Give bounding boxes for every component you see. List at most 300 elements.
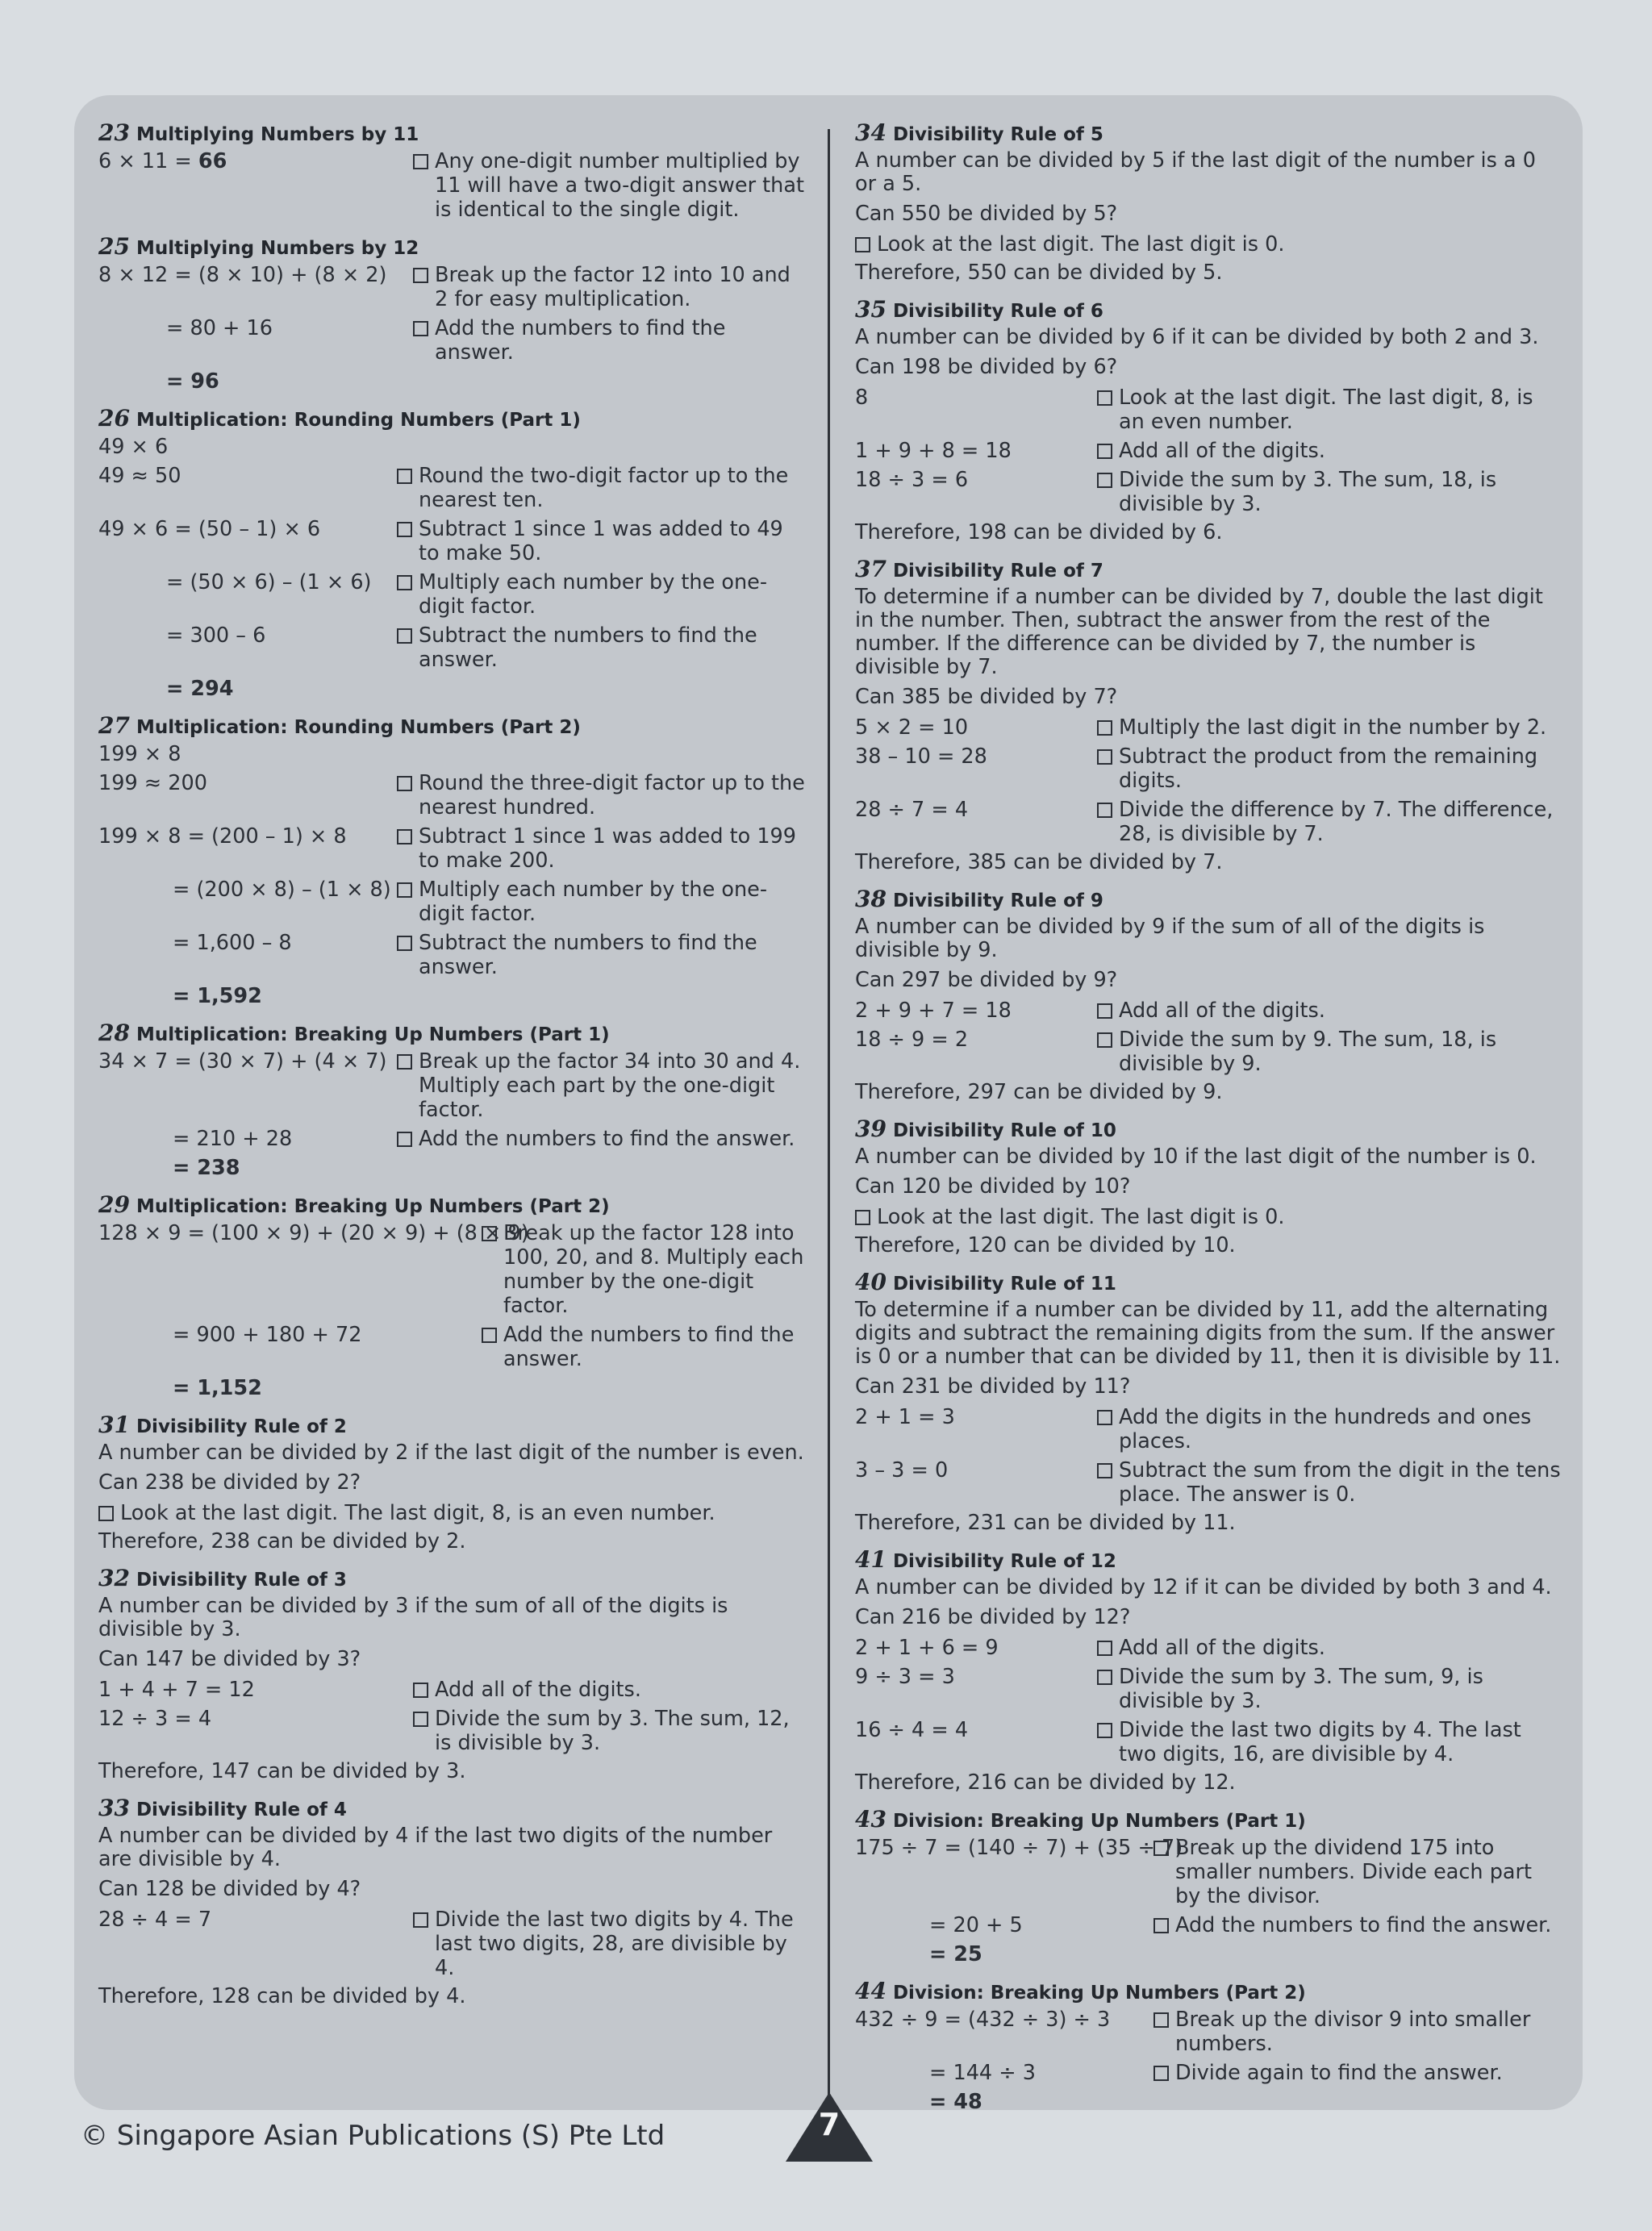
equation-text: = 210 + 28 — [173, 1127, 293, 1151]
step-note-text: Divide again to find the answer. — [1175, 2061, 1503, 2085]
equation-text: 49 × 6 = (50 – 1) × 6 — [98, 517, 321, 541]
step-row — [98, 1678, 808, 1702]
step-note-text: Divide the difference by 7. The difference, 28, is divisible by 7. — [1119, 798, 1554, 846]
equation — [98, 263, 413, 311]
step-row — [855, 2008, 1562, 2056]
equation — [855, 999, 1097, 1023]
step-note — [1097, 1458, 1562, 1507]
section-title: Divisibility Rule of 4 — [136, 1799, 347, 1820]
step-note-text: Multiply the last digit in the number by 2. — [1119, 715, 1547, 740]
section-39 — [855, 1116, 1562, 1257]
question-text: Can 120 be divided by 10? — [855, 1174, 1131, 1199]
equation — [855, 1836, 1183, 1908]
equation-text: = 80 + 16 — [166, 316, 273, 340]
section-title: Divisibility Rule of 2 — [136, 1416, 347, 1437]
question-text: Can 128 be divided by 4? — [98, 1877, 361, 1901]
step-note — [482, 1323, 808, 1371]
equation-text: = 20 + 5 — [929, 1913, 1023, 1937]
equation-text: 199 × 8 = (200 – 1) × 8 — [98, 824, 347, 849]
section-number: 39 — [855, 1116, 886, 1142]
equation-answer: = 1,152 — [173, 1376, 262, 1400]
checkbox-icon — [1097, 1410, 1112, 1425]
section-title: Divisibility Rule of 9 — [892, 890, 1103, 911]
section-number: 34 — [855, 119, 886, 146]
step-note — [397, 771, 808, 819]
equation-text: 12 ÷ 3 = 4 — [98, 1707, 212, 1731]
section-heading — [855, 1116, 1562, 1142]
step-note — [1097, 468, 1562, 516]
step-row — [98, 878, 808, 926]
step-note-text: Add the numbers to find the answer. — [419, 1127, 795, 1151]
section-heading — [98, 1412, 808, 1438]
checkbox-icon — [397, 1054, 412, 1070]
step-row — [98, 771, 808, 819]
section-heading — [855, 296, 1562, 323]
step-row — [98, 517, 808, 565]
checkbox-icon — [413, 154, 428, 169]
step-note-text: Break up the dividend 175 into smaller numbers. Divide each part by the divisor. — [1175, 1836, 1532, 1908]
equation-text: 16 ÷ 4 = 4 — [855, 1718, 969, 1742]
rule-text: A number can be divided by 12 if it can be divided by both 3 and 4. — [855, 1575, 1552, 1599]
conclusion-text: Therefore, 385 can be divided by 7. — [855, 850, 1223, 874]
equation — [98, 984, 397, 1008]
equation-text: 28 ÷ 4 = 7 — [98, 1908, 212, 1932]
section-23 — [98, 119, 808, 222]
checkbox-icon — [482, 1328, 497, 1343]
step-note — [1097, 1665, 1562, 1713]
section-title: Division: Breaking Up Numbers (Part 2) — [892, 1983, 1306, 2004]
equation-answer: = 96 — [166, 369, 219, 394]
checkbox-icon — [1097, 749, 1112, 765]
equation-text: = 300 – 6 — [166, 623, 266, 648]
question-text: Can 231 be divided by 11? — [855, 1374, 1131, 1399]
equation — [98, 1127, 397, 1151]
step-row — [98, 464, 808, 512]
step-row — [98, 1908, 808, 1980]
equation-text: 28 ÷ 7 = 4 — [855, 798, 969, 822]
checkbox-icon — [413, 321, 428, 336]
section-number: 38 — [855, 886, 886, 912]
checkbox-icon — [482, 1226, 497, 1241]
step-note-text: Add all of the digits. — [1119, 1636, 1325, 1660]
equation — [98, 517, 397, 565]
section-title: Multiplying Numbers by 11 — [136, 124, 419, 145]
section-heading — [855, 1978, 1562, 2004]
step-row — [855, 1913, 1562, 1937]
step-row — [855, 2090, 1562, 2114]
step-row — [98, 570, 808, 619]
equation-answer: = 48 — [929, 2090, 982, 2114]
checkbox-icon — [413, 1912, 428, 1928]
equation — [98, 1221, 529, 1318]
section-heading — [98, 233, 808, 260]
section-heading — [98, 1020, 808, 1046]
conclusion-text: Therefore, 550 can be divided by 5. — [855, 261, 1223, 285]
page-number-badge — [786, 2092, 873, 2162]
step-row — [855, 1836, 1562, 1908]
step-note-text: Divide the last two digits by 4. The last two digits, 28, are divisible by 4. — [435, 1908, 794, 1980]
equation-text: 6 × 11 = — [98, 149, 198, 173]
step-row — [855, 232, 1562, 256]
rule-text: A number can be divided by 10 if the last digit of the number is 0. — [855, 1145, 1537, 1169]
step-note-text: Look at the last digit. The last digit, 8, is an even number. — [120, 1501, 715, 1525]
step-row — [98, 623, 808, 672]
step-row — [855, 1405, 1562, 1453]
section-number: 31 — [98, 1412, 130, 1438]
conclusion-text: Therefore, 198 can be divided by 6. — [855, 520, 1223, 544]
checkbox-icon — [1097, 720, 1112, 736]
step-note — [1097, 1718, 1562, 1766]
section-heading — [98, 1565, 808, 1591]
equation-text: = (200 × 8) – (1 × 8) — [173, 878, 391, 902]
equation — [98, 1156, 397, 1180]
step-row — [855, 1636, 1562, 1660]
section-title: Divisibility Rule of 6 — [892, 301, 1103, 322]
step-note — [1097, 1636, 1562, 1660]
step-note-text: Add all of the digits. — [1119, 439, 1325, 463]
equation — [98, 824, 397, 873]
rule-text: A number can be divided by 3 if the sum of all of the digits is divisible by 3. — [98, 1594, 728, 1641]
step-row — [855, 439, 1562, 463]
step-note — [1097, 1028, 1562, 1076]
checkbox-icon — [1097, 444, 1112, 459]
equation — [98, 570, 397, 619]
step-note — [1097, 744, 1562, 793]
equation — [855, 2090, 1153, 2114]
equation — [98, 1908, 413, 1980]
checkbox-icon — [855, 237, 870, 252]
step-note-text: Round the two-digit factor up to the nearest ten. — [419, 464, 789, 512]
conclusion-text: Therefore, 231 can be divided by 11. — [855, 1511, 1236, 1535]
step-row — [98, 1049, 808, 1122]
equation — [98, 677, 397, 701]
step-row — [98, 984, 808, 1008]
step-note-text: Any one-digit number multiplied by 11 will have a two-digit answer that is identical to the single digit. — [435, 149, 804, 222]
step-note — [413, 316, 808, 365]
checkbox-icon — [1097, 390, 1112, 406]
step-note-text: Add all of the digits. — [1119, 999, 1325, 1023]
rule-text: A number can be divided by 5 if the last digit of the number is a 0 or a 5. — [855, 148, 1536, 196]
section-heading — [98, 119, 808, 146]
checkbox-icon — [1153, 2012, 1169, 2028]
equation-text: 5 × 2 = 10 — [855, 715, 969, 740]
left-column — [98, 119, 808, 2020]
step-row — [98, 316, 808, 365]
conclusion-text: Therefore, 216 can be divided by 12. — [855, 1770, 1236, 1795]
section-28 — [98, 1020, 808, 1180]
section-heading — [855, 556, 1562, 582]
step-note-text: Subtract the numbers to find the answer. — [419, 931, 757, 979]
step-note-text: Subtract 1 since 1 was added to 199 to make 200. — [419, 824, 797, 873]
checkbox-icon — [397, 1132, 412, 1147]
equation — [855, 2061, 1153, 2085]
section-37 — [855, 556, 1562, 874]
step-note-text: Add the numbers to find the answer. — [503, 1323, 795, 1371]
section-number: 26 — [98, 405, 130, 432]
step-row — [855, 999, 1562, 1023]
step-note — [1153, 2061, 1562, 2085]
checkbox-icon — [413, 1712, 428, 1727]
equation-text: 2 + 1 = 3 — [855, 1405, 955, 1429]
equation-text: 8 — [855, 386, 869, 410]
equation-text: 175 ÷ 7 = (140 ÷ 7) + (35 ÷ 7) — [855, 1836, 1183, 1860]
section-title: Divisibility Rule of 5 — [892, 124, 1103, 145]
equation — [98, 1707, 413, 1755]
section-number: 33 — [98, 1795, 130, 1821]
section-number: 27 — [98, 712, 130, 739]
section-title: Multiplication: Breaking Up Numbers (Part 2) — [136, 1196, 610, 1217]
step-row — [98, 1501, 808, 1525]
checkbox-icon — [1097, 473, 1112, 488]
checkbox-icon — [1097, 1641, 1112, 1656]
section-27 — [98, 712, 808, 1008]
equation-text: 34 × 7 = (30 × 7) + (4 × 7) — [98, 1049, 387, 1074]
question-text: Can 238 be divided by 2? — [98, 1470, 361, 1495]
section-heading — [855, 886, 1562, 912]
step-note — [1097, 1405, 1562, 1453]
step-row — [855, 468, 1562, 516]
step-note — [1153, 1836, 1562, 1908]
section-title: Divisibility Rule of 12 — [892, 1551, 1116, 1572]
equation — [98, 1323, 482, 1371]
step-row — [98, 1707, 808, 1755]
equation — [98, 435, 397, 459]
step-row — [855, 386, 1562, 434]
section-43 — [855, 1806, 1562, 1966]
conclusion-text: Therefore, 238 can be divided by 2. — [98, 1529, 466, 1553]
step-note — [1097, 386, 1562, 434]
step-note-text: Subtract the sum from the digit in the tens place. The answer is 0. — [1119, 1458, 1561, 1507]
step-note — [1097, 999, 1562, 1023]
rule-text: A number can be divided by 9 if the sum of all of the digits is divisible by 9. — [855, 915, 1485, 962]
rule-text: A number can be divided by 6 if it can be divided by both 2 and 3. — [855, 325, 1539, 349]
question-text: Can 216 be divided by 12? — [855, 1605, 1131, 1629]
step-note — [413, 1908, 808, 1980]
section-heading — [98, 405, 808, 432]
step-note-text: Multiply each number by the one-digit factor. — [419, 878, 768, 926]
section-32 — [98, 1565, 808, 1783]
equation-text: 199 × 8 — [98, 742, 181, 766]
equation — [855, 715, 1097, 740]
step-note — [413, 1707, 808, 1755]
equation — [98, 623, 397, 672]
checkbox-icon — [397, 575, 412, 590]
step-note — [413, 1678, 808, 1702]
section-number: 32 — [98, 1565, 130, 1591]
step-row — [855, 1028, 1562, 1076]
section-title: Multiplying Numbers by 12 — [136, 238, 419, 259]
step-note — [855, 1205, 1284, 1229]
section-33 — [98, 1795, 808, 2008]
equation-text: 49 × 6 — [98, 435, 169, 459]
step-row — [98, 1127, 808, 1151]
step-note-text: Add the numbers to find the answer. — [435, 316, 726, 365]
step-note — [397, 570, 808, 619]
section-number: 25 — [98, 233, 130, 260]
equation-answer: = 25 — [929, 1942, 982, 1966]
step-note-text: Divide the sum by 3. The sum, 9, is divisible by 3. — [1119, 1665, 1483, 1713]
equation — [98, 369, 413, 394]
section-41 — [855, 1546, 1562, 1795]
checkbox-icon — [1097, 1003, 1112, 1019]
step-note-text: Add the digits in the hundreds and ones places. — [1119, 1405, 1532, 1453]
equation-text: 1 + 4 + 7 = 12 — [98, 1678, 255, 1702]
page-number: 7 — [818, 2107, 841, 2142]
equation — [98, 771, 397, 819]
section-title: Multiplication: Breaking Up Numbers (Part 1) — [136, 1024, 610, 1045]
step-row — [855, 2061, 1562, 2085]
section-title: Divisibility Rule of 7 — [892, 561, 1103, 582]
question-text: Can 297 be divided by 9? — [855, 968, 1118, 992]
step-row — [855, 1458, 1562, 1507]
step-note-text: Divide the last two digits by 4. The last two digits, 16, are divisible by 4. — [1119, 1718, 1521, 1766]
equation — [98, 742, 397, 766]
step-note — [1153, 2008, 1562, 2056]
step-note — [1097, 715, 1562, 740]
equation — [855, 1665, 1097, 1713]
step-row — [855, 1942, 1562, 1966]
step-note-text: Subtract the product from the remaining digits. — [1119, 744, 1538, 793]
equation-text: 432 ÷ 9 = (432 ÷ 3) ÷ 3 — [855, 2008, 1111, 2032]
equation — [855, 2008, 1153, 2056]
checkbox-icon — [1097, 1670, 1112, 1685]
equation-text: 2 + 9 + 7 = 18 — [855, 999, 1012, 1023]
step-row — [855, 715, 1562, 740]
step-note — [1097, 439, 1562, 463]
rule-text: To determine if a number can be divided by 11, add the alternating digits and subtract the remaining digits from the sum. If the answer is 0 or a number that can be divided by 11, then it is divisible by 11. — [855, 1298, 1561, 1369]
checkbox-icon — [1153, 1918, 1169, 1933]
step-note-text: Look at the last digit. The last digit is 0. — [877, 232, 1285, 256]
step-row — [855, 1718, 1562, 1766]
section-35 — [855, 296, 1562, 544]
equation — [855, 1405, 1097, 1453]
step-row — [98, 1323, 808, 1371]
step-row — [98, 435, 808, 459]
step-row — [98, 263, 808, 311]
section-heading — [855, 1546, 1562, 1573]
step-note — [413, 149, 808, 222]
section-31 — [98, 1412, 808, 1553]
step-note-text: Break up the factor 12 into 10 and 2 for easy multiplication. — [435, 263, 791, 311]
section-number: 41 — [855, 1546, 886, 1573]
step-note — [1097, 798, 1562, 846]
step-row — [855, 1205, 1562, 1229]
equation — [855, 386, 1097, 434]
step-note — [397, 931, 808, 979]
section-title: Divisibility Rule of 3 — [136, 1570, 347, 1591]
checkbox-icon — [397, 522, 412, 537]
equation-text: = 900 + 180 + 72 — [173, 1323, 362, 1347]
checkbox-icon — [397, 628, 412, 644]
copyright-text: © Singapore Asian Publications (S) Pte Ltd — [81, 2120, 665, 2152]
step-note — [397, 464, 808, 512]
checkbox-icon — [1153, 2066, 1169, 2081]
section-number: 43 — [855, 1806, 886, 1833]
equation — [98, 931, 397, 979]
equation — [98, 878, 397, 926]
equation — [855, 798, 1097, 846]
section-title: Multiplication: Rounding Numbers (Part 1) — [136, 410, 581, 431]
step-row — [98, 1376, 808, 1400]
checkbox-icon — [397, 776, 412, 791]
equation-answer: = 238 — [173, 1156, 240, 1180]
equation-answer: = 1,592 — [173, 984, 262, 1008]
equation-answer: = 294 — [166, 677, 234, 701]
step-note-text: Add all of the digits. — [435, 1678, 641, 1702]
checkbox-icon — [413, 1683, 428, 1698]
equation — [855, 744, 1097, 793]
step-note — [397, 623, 808, 672]
equation-text: 18 ÷ 9 = 2 — [855, 1028, 969, 1052]
checkbox-icon — [1097, 803, 1112, 818]
step-note — [413, 263, 808, 311]
equation — [855, 1636, 1097, 1660]
section-title: Multiplication: Rounding Numbers (Part 2) — [136, 717, 581, 738]
checkbox-icon — [1153, 1841, 1169, 1856]
checkbox-icon — [98, 1506, 114, 1521]
step-note — [1153, 1913, 1562, 1937]
step-note — [397, 1049, 808, 1122]
step-note-text: Look at the last digit. The last digit, 8, is an even number. — [1119, 386, 1533, 434]
step-note-text: Divide the sum by 9. The sum, 18, is divisible by 9. — [1119, 1028, 1497, 1076]
equation — [855, 468, 1097, 516]
section-number: 35 — [855, 296, 886, 323]
section-title: Divisibility Rule of 10 — [892, 1120, 1116, 1141]
step-note — [98, 1501, 715, 1525]
checkbox-icon — [397, 882, 412, 898]
step-note-text: Multiply each number by the one-digit factor. — [419, 570, 768, 619]
equation-text: 18 ÷ 3 = 6 — [855, 468, 969, 492]
section-heading — [98, 1191, 808, 1218]
step-row — [855, 1665, 1562, 1713]
equation-text: 3 – 3 = 0 — [855, 1458, 949, 1482]
section-34 — [855, 119, 1562, 285]
section-25 — [98, 233, 808, 394]
step-row — [98, 742, 808, 766]
section-title: Division: Breaking Up Numbers (Part 1) — [892, 1811, 1306, 1832]
step-row — [98, 369, 808, 394]
equation — [855, 1942, 1153, 1966]
section-38 — [855, 886, 1562, 1104]
section-number: 23 — [98, 119, 130, 146]
equation-text: 49 ≈ 50 — [98, 464, 181, 488]
step-row — [98, 1221, 808, 1318]
section-heading — [98, 1795, 808, 1821]
section-number: 44 — [855, 1978, 886, 2004]
step-note-text: Break up the factor 128 into 100, 20, and 8. Multiply each number by the one-digit factor. — [503, 1221, 804, 1318]
conclusion-text: Therefore, 128 can be divided by 4. — [98, 1984, 466, 2008]
equation — [98, 1678, 413, 1702]
step-note — [397, 1127, 808, 1151]
right-column — [855, 119, 1562, 2125]
equation — [855, 1458, 1097, 1507]
equation-text: = 144 ÷ 3 — [929, 2061, 1036, 2085]
equation-text: 128 × 9 = (100 × 9) + (20 × 9) + (8 × 9) — [98, 1221, 529, 1245]
step-note-text: Break up the divisor 9 into smaller numbers. — [1175, 2008, 1531, 2056]
equation-text: = (50 × 6) – (1 × 6) — [166, 570, 372, 594]
section-heading — [855, 1806, 1562, 1833]
section-heading — [98, 712, 808, 739]
step-note-text: Subtract the numbers to find the answer. — [419, 623, 757, 672]
rule-text: A number can be divided by 2 if the last digit of the number is even. — [98, 1441, 804, 1465]
step-note-text: Add the numbers to find the answer. — [1175, 1913, 1552, 1937]
step-row — [98, 677, 808, 701]
step-note-text: Divide the sum by 3. The sum, 18, is divisible by 3. — [1119, 468, 1497, 516]
section-number: 37 — [855, 556, 886, 582]
section-44 — [855, 1978, 1562, 2114]
section-number: 40 — [855, 1269, 886, 1295]
column-divider — [828, 129, 830, 2121]
